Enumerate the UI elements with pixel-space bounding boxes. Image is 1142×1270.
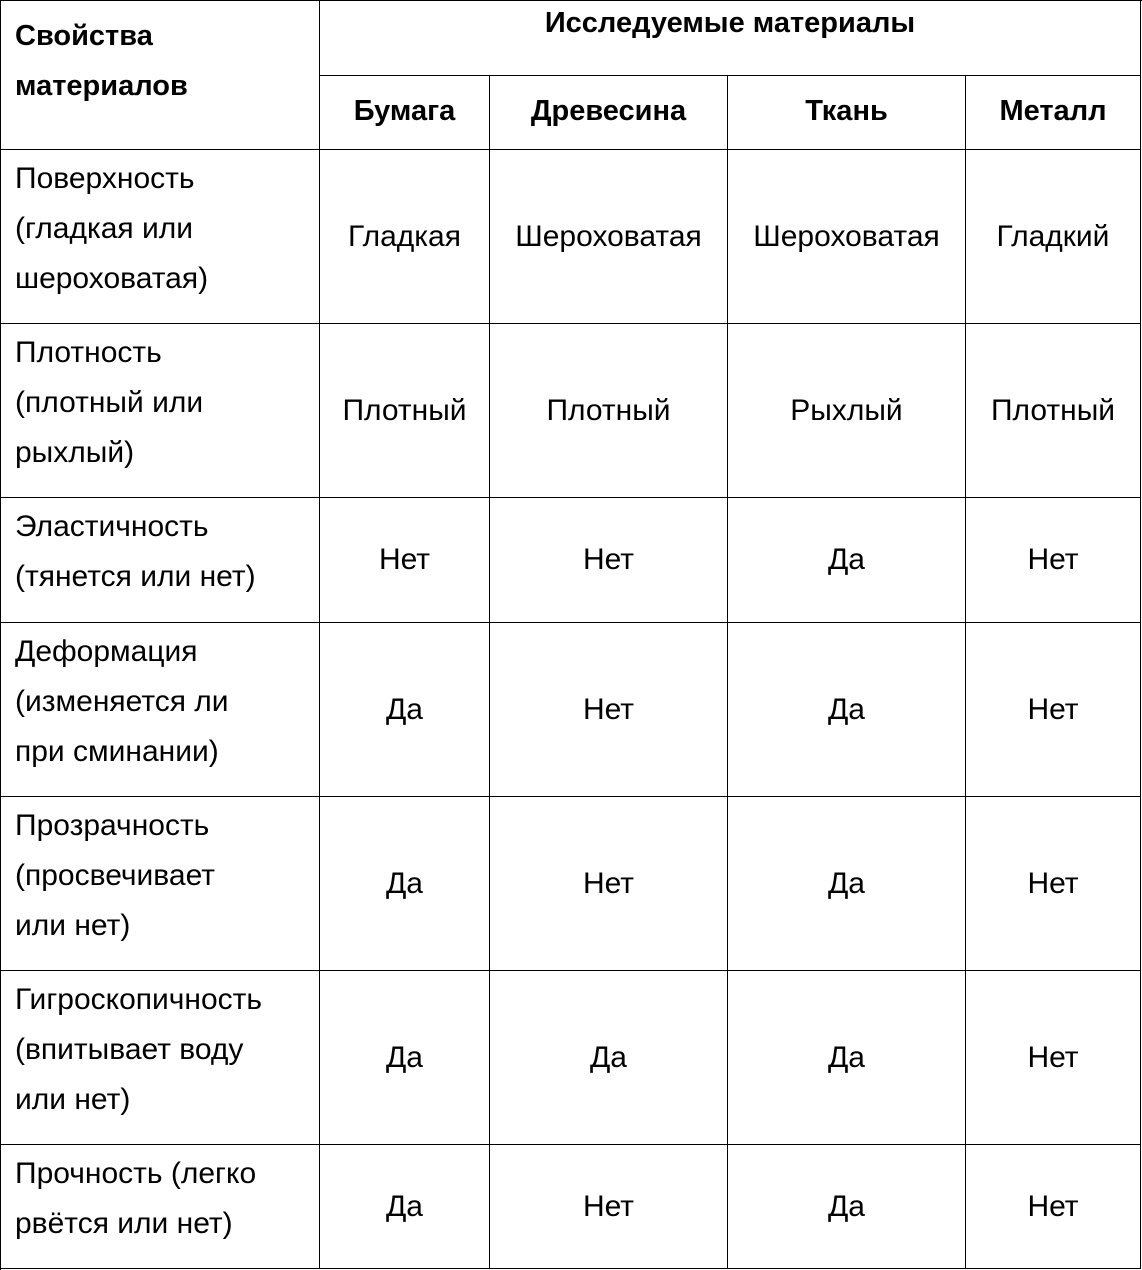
row-elasticity-metal (966, 498, 1141, 623)
row-elasticity-paper (320, 498, 490, 623)
row-surface-fabric (728, 150, 966, 324)
value-text: Да (385, 1040, 423, 1074)
value-text: Плотный (990, 393, 1116, 427)
value-text: Да (589, 1040, 627, 1074)
property-line: Прочность (легко (15, 1157, 257, 1190)
property-line: рвётся или нет) (15, 1207, 233, 1240)
value-text: Да (385, 692, 423, 726)
row-deformation-fabric (728, 623, 966, 797)
property-line: Гигроскопичность (15, 983, 263, 1016)
row-deformation-property (1, 623, 320, 797)
row-transparency-wood (490, 797, 728, 971)
row-density-metal (966, 324, 1141, 498)
row-density-property (1, 324, 320, 498)
value-text: Рыхлый (790, 393, 903, 427)
property-line: (впитывает воду (15, 1033, 244, 1066)
property-line: (просвечивает (15, 859, 215, 892)
header-properties-line1: Свойства (15, 20, 153, 52)
row-strength-wood (490, 1145, 728, 1269)
property-line: при сминании) (15, 735, 219, 768)
value-text: Плотный (342, 393, 467, 427)
row-strength-property (1, 1145, 320, 1269)
value-text: Плотный (546, 393, 671, 427)
property-line: Прозрачность (15, 809, 210, 842)
header-material-label: Древесина (530, 95, 687, 127)
row-hygroscopicity-metal (966, 971, 1141, 1145)
value-text: Да (827, 1040, 865, 1074)
row-strength-fabric (728, 1145, 966, 1269)
row-deformation-wood (490, 623, 728, 797)
row-transparency-fabric (728, 797, 966, 971)
value-text: Нет (1027, 692, 1079, 726)
header-material-wood (490, 76, 728, 150)
value-text: Нет (582, 1189, 635, 1223)
row-strength-metal (966, 1145, 1141, 1269)
header-group-cell (320, 1, 1141, 76)
property-line: Эластичность (15, 510, 209, 543)
value-text: Нет (1027, 543, 1079, 576)
value-text: Нет (1027, 1040, 1079, 1074)
value-text: Да (827, 866, 865, 900)
row-density-fabric (728, 324, 966, 498)
row-transparency-property (1, 797, 320, 971)
row-elasticity-fabric (728, 498, 966, 623)
value-text: Да (827, 543, 865, 576)
row-surface-metal (966, 150, 1141, 324)
value-text: Да (385, 866, 423, 900)
value-text: Нет (582, 543, 635, 576)
row-transparency-paper (320, 797, 490, 971)
row-hygroscopicity-property (1, 971, 320, 1145)
property-line: рыхлый) (15, 436, 135, 469)
header-properties-line2: материалов (15, 70, 188, 102)
property-line: (тянется или нет) (15, 560, 256, 593)
row-strength-paper (320, 1145, 490, 1269)
value-text: Да (827, 692, 865, 726)
property-line: (гладкая или (15, 212, 194, 245)
value-text: Гладкий (996, 219, 1110, 253)
value-text: Нет (582, 692, 635, 726)
row-transparency-metal (966, 797, 1141, 971)
row-density-wood (490, 324, 728, 498)
value-text: Да (385, 1189, 423, 1223)
row-hygroscopicity-fabric (728, 971, 966, 1145)
value-text: Нет (582, 866, 635, 900)
property-line: (плотный или (15, 386, 204, 419)
value-text: Нет (1027, 866, 1079, 900)
value-text: Нет (378, 543, 431, 576)
property-line: или нет) (15, 909, 131, 942)
row-surface-paper (320, 150, 490, 324)
row-hygroscopicity-wood (490, 971, 728, 1145)
value-text: Гладкая (348, 219, 461, 253)
row-hygroscopicity-paper (320, 971, 490, 1145)
value-text: Шероховатая (515, 219, 702, 253)
row-surface-property (1, 150, 320, 324)
header-material-fabric (728, 76, 966, 150)
header-material-metal (966, 76, 1141, 150)
row-deformation-metal (966, 623, 1141, 797)
header-properties-cell (1, 1, 320, 150)
property-line: шероховатая) (15, 262, 209, 295)
row-surface-wood (490, 150, 728, 324)
value-text: Нет (1027, 1189, 1079, 1223)
row-elasticity-wood (490, 498, 728, 623)
property-line: Плотность (15, 336, 162, 369)
header-material-label: Ткань (805, 95, 888, 127)
value-text: Да (827, 1189, 865, 1223)
header-material-label: Металл (999, 95, 1107, 127)
header-material-paper (320, 76, 490, 150)
property-line: Деформация (15, 635, 198, 668)
property-line: или нет) (15, 1083, 131, 1116)
row-elasticity-property (1, 498, 320, 623)
header-group-label: Исследуемые материалы (544, 7, 916, 39)
header-material-label: Бумага (353, 95, 456, 127)
row-deformation-paper (320, 623, 490, 797)
row-density-paper (320, 324, 490, 498)
property-line: (изменяется ли (15, 685, 229, 718)
value-text: Шероховатая (753, 219, 940, 253)
property-line: Поверхность (15, 162, 195, 195)
